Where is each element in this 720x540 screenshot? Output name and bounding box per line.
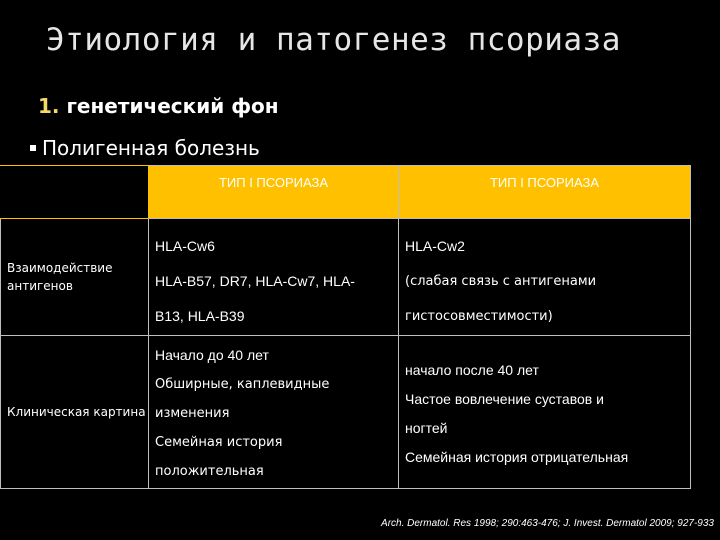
subtitle-text: генетический фон bbox=[59, 94, 279, 118]
cell-line: гистосовместимости) bbox=[405, 309, 553, 324]
header-type-1: ТИП I ПСОРИАЗА bbox=[149, 166, 399, 219]
cell-line: (слабая связь с антигенами bbox=[405, 274, 597, 289]
clinical-type-1-cell bbox=[149, 336, 399, 489]
cell-line: Начало до 40 лет bbox=[155, 347, 269, 363]
subtitle-number: 1. bbox=[38, 94, 60, 118]
antigens-type-1-cell bbox=[149, 219, 399, 336]
square-bullet-icon bbox=[30, 145, 36, 151]
slide-title: Этиология и патогенез псориаза bbox=[46, 22, 621, 58]
cell-line: ногтей bbox=[405, 420, 448, 436]
cell-line: изменения bbox=[155, 406, 230, 421]
cell-line: Частое вовлечение суставов и bbox=[405, 391, 604, 407]
bullet-text: Полигенная болезнь bbox=[42, 136, 260, 160]
cell-line: положительная bbox=[155, 464, 264, 479]
cell-line: Семейная история bbox=[155, 435, 283, 450]
header-type-2: ТИП I ПСОРИАЗА bbox=[399, 166, 691, 219]
cell-line: HLA-Cw6 bbox=[155, 238, 215, 254]
row-label-clinical: Клиническая картина bbox=[1, 336, 149, 489]
subtitle bbox=[38, 94, 279, 118]
table-row bbox=[1, 336, 691, 489]
bullet-item bbox=[30, 136, 260, 160]
cell-line: Обширные, каплевидные bbox=[155, 377, 330, 392]
clinical-type-2-cell bbox=[399, 336, 691, 489]
cell-line: HLA-Cw2 bbox=[405, 238, 465, 254]
table-row bbox=[1, 219, 691, 336]
psoriasis-type-table bbox=[0, 165, 691, 489]
cell-line: Семейная история отрицательная bbox=[405, 449, 629, 465]
cell-line: начало после 40 лет bbox=[405, 362, 539, 378]
antigens-type-2-cell bbox=[399, 219, 691, 336]
cell-line: HLA-B57, DR7, HLA-Cw7, HLA- bbox=[155, 273, 355, 289]
header-blank-cell bbox=[1, 166, 149, 219]
table-header-row bbox=[1, 166, 691, 219]
row-label-antigens: Взаимодействие антигенов bbox=[1, 219, 149, 336]
cell-line: B13, HLA-B39 bbox=[155, 308, 245, 324]
citation-footnote: Arch. Dermatol. Res 1998; 290:463-476; J. Invest. Dermatol 2009; 927-933 bbox=[381, 518, 714, 529]
